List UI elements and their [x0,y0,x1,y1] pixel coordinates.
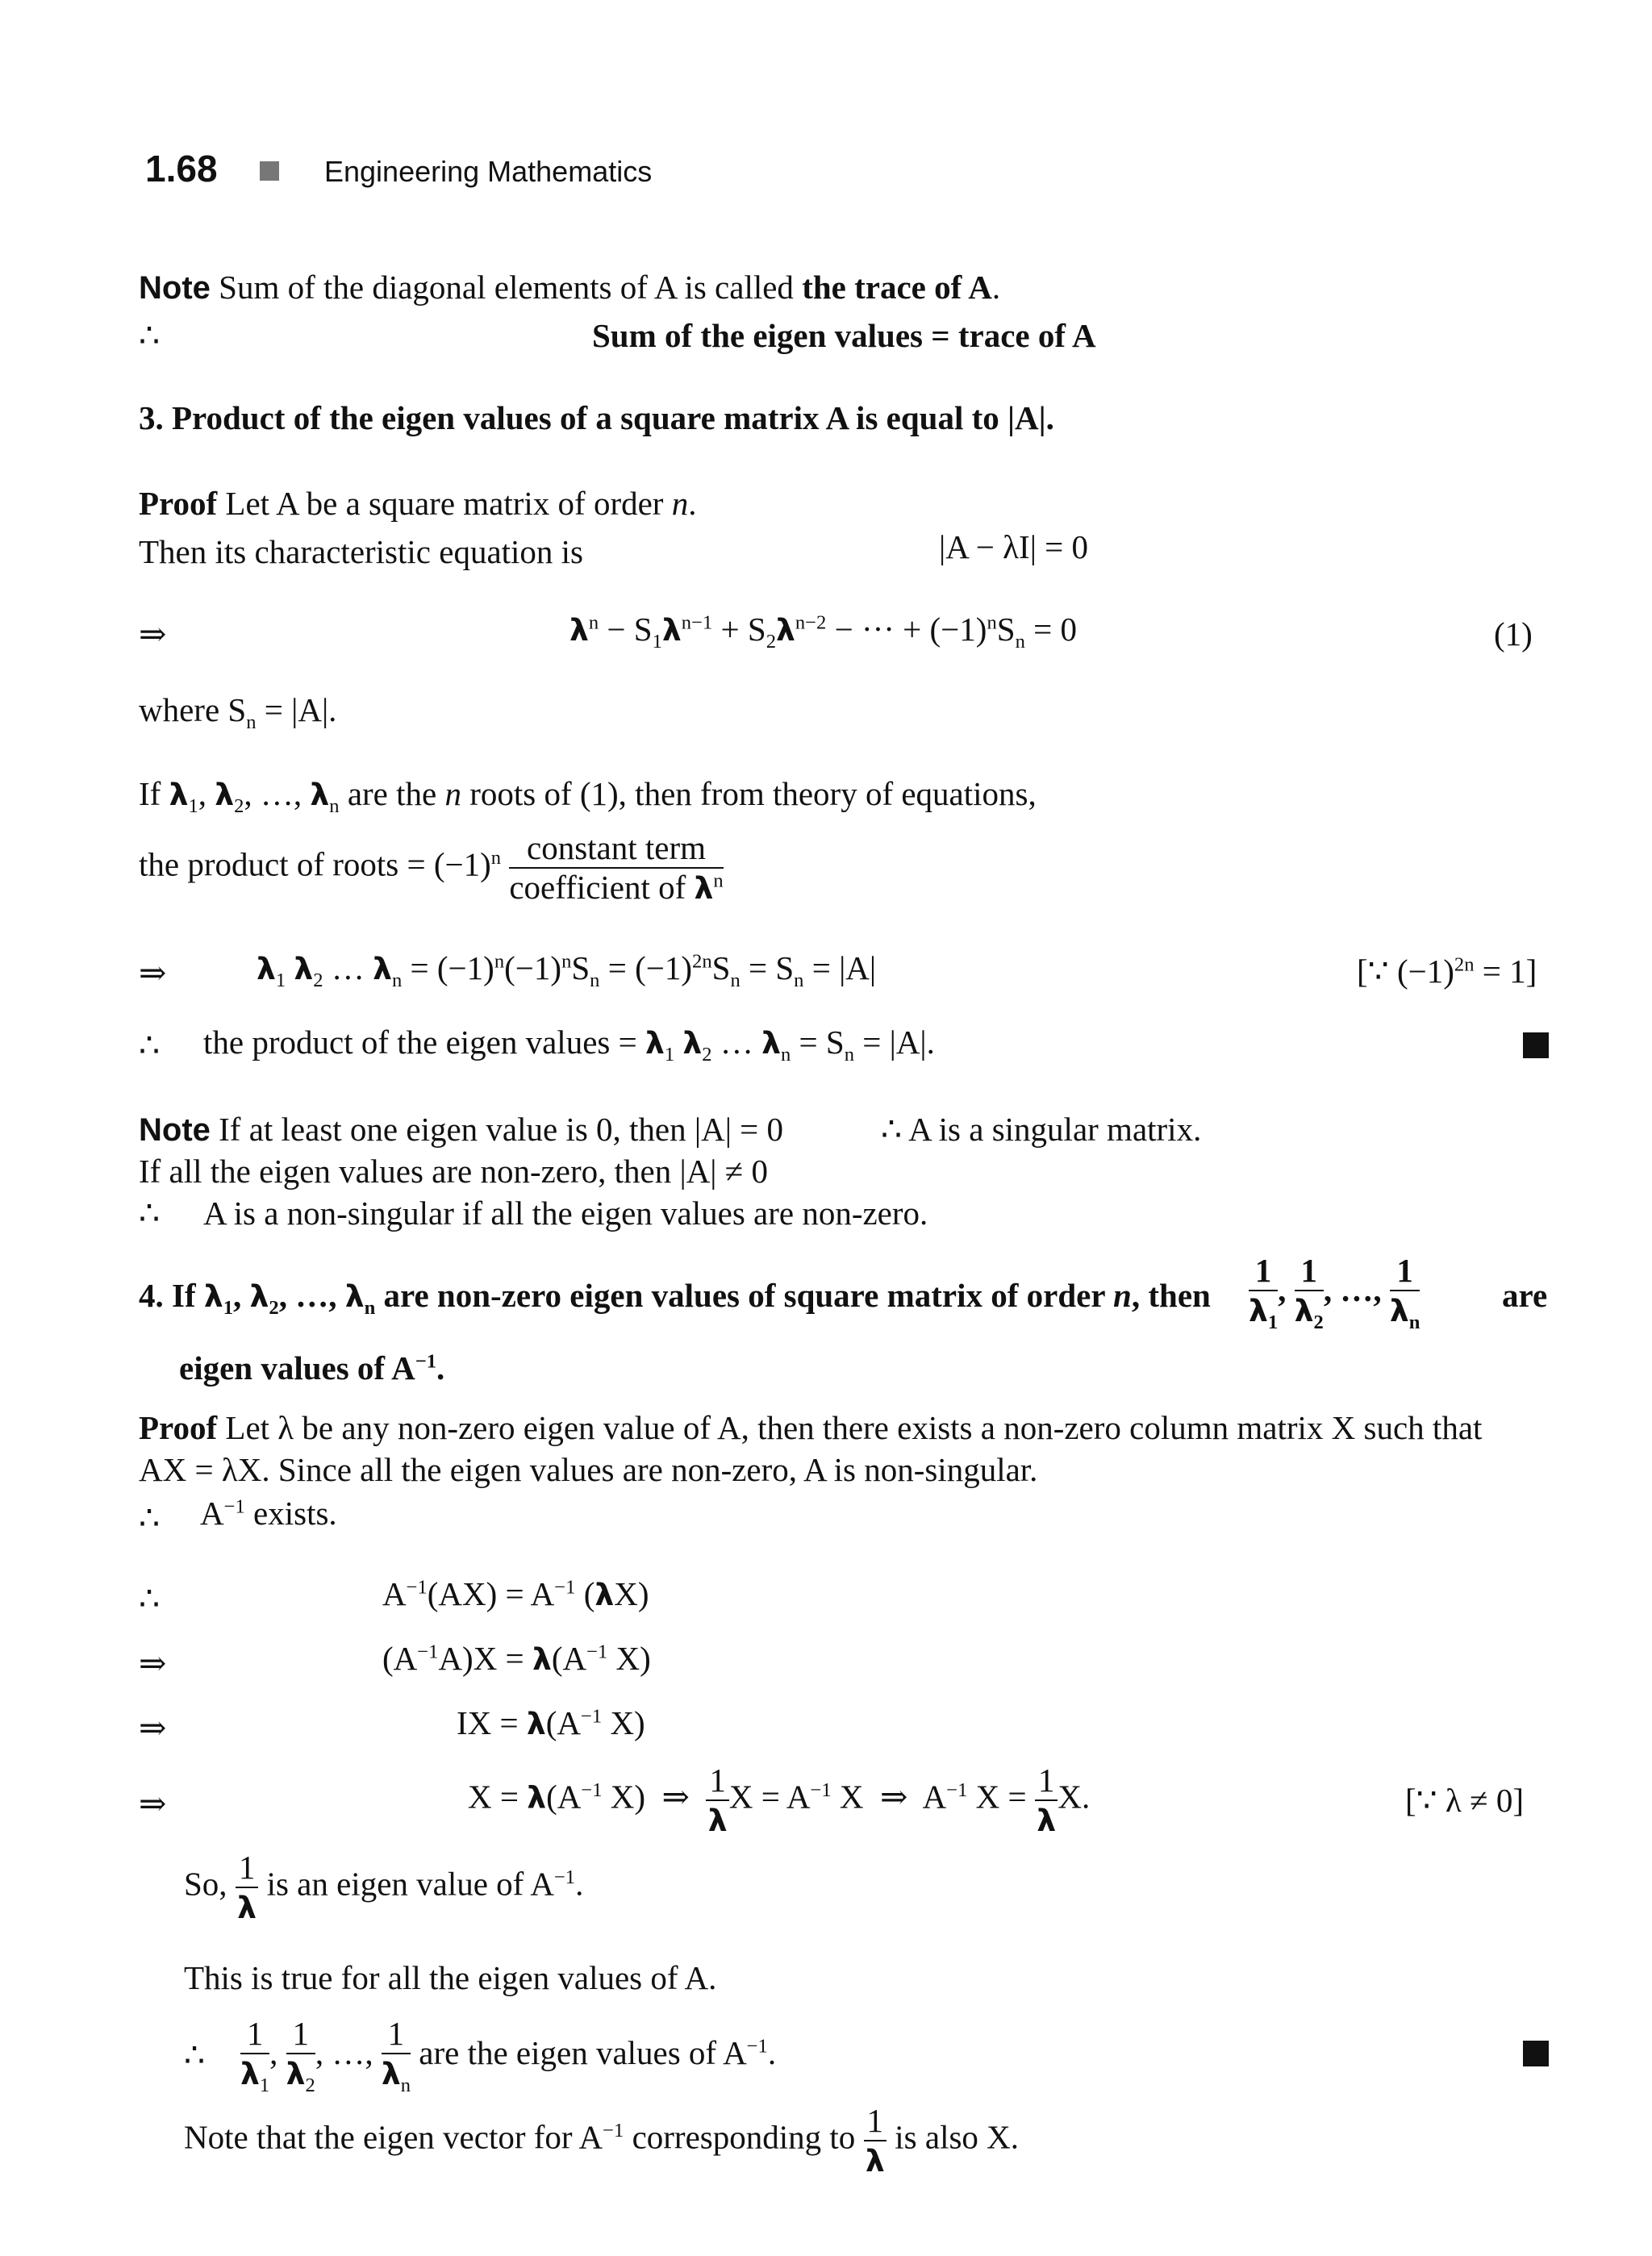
note2-line2: If all the eigen values are non-zero, then |A| ≠ 0 [139,1153,769,1190]
product-derivation: $\lambda_1$ $\lambda_2$ … $\lambda_n = (-1)^n(-1)^nS_n = (-1)^{2n}S_n = S_n = |A|$ [257,949,877,992]
roots-line: If $\lambda_1$, $\lambda_2$, …, $\lambda_n$ are the n roots of (1), then from theory of equations, [139,775,1037,818]
step-2: $(A^{-1}A)X = \lambda(A^{-1}$ X) [382,1640,651,1677]
proof4-label: Proof [139,1409,218,1446]
char-eq-text: Then its characteristic equation is [139,533,584,570]
implies-1: ⇒ [139,615,167,653]
step-1: $A^{-1}(AX) = A^{-1}$ (λX) [382,1575,649,1612]
prop4-then: , then [1131,1277,1211,1314]
implies-5: ⇒ [139,1785,167,1822]
proof-label: Proof [139,485,218,522]
note-trace [139,268,1000,306]
running-title: Engineering Mathematics [324,155,653,188]
so-text2: is an eigen value of A [266,1865,554,1903]
therefore-3: ∴ [139,1195,161,1232]
because-open: [∵ (−1) [1357,953,1454,990]
char-eq: |A − λI| = 0 [939,528,1089,565]
are-text: are the eigen values of A [419,2033,747,2071]
implies-2: ⇒ [139,954,167,991]
qed-icon-2 [1523,2041,1549,2066]
eq-number-1: (1) [1494,615,1533,653]
prop4-proof-line2: AX = λX. Since all the eigen values are non-zero, A is non-singular. [139,1451,1038,1488]
roots-rest: roots of (1), then from theory of equations, [469,775,1037,812]
conclusion-text: the product of the eigen values [203,1024,611,1061]
qed-icon [1523,1032,1549,1058]
roots-fraction: $\frac{\text{constant term}}{coefficient of \lambda^n}$ [509,829,724,907]
note2-singular: ∴ A is a singular matrix. [881,1111,1202,1148]
frac-den: coefficient of [509,869,686,907]
because-lambda: [∵ λ ≠ 0] [1405,1782,1525,1819]
note2-line3: A is a non-singular if all the eigen values are non-zero. [203,1195,928,1232]
prop3-proof-line1: Proof Let A be a square matrix of order n. [139,485,697,522]
note-bold: the trace of A [802,269,992,306]
so-text: So, [184,1865,227,1903]
prop4-are: are [1502,1277,1548,1314]
frac-num: constant term [509,831,723,869]
note2-text1: If at least one eigen value is 0, then |A| = 0 [219,1111,784,1148]
because-note: [∵ $(-1)^{2n} = 1$] [1357,953,1537,990]
therefore-6: ∴ [184,2037,206,2074]
prop4-proof-line1 [139,1408,1482,1447]
recip-conclusion: $\frac{1}{\lambda_1}$ , $\frac{1}{\lambda_2}$ , …, $\frac{1}{\lambda_n}$ are the eigen values of $A^{-1}$. [240,2015,777,2097]
roots-are: are the [347,775,437,812]
product-conclusion: the product of the eigen values = $\lambda_1$ $\lambda_2$ … $\lambda_n = S_n = |A|$. [203,1024,935,1066]
therefore-2: ∴ [139,1027,161,1064]
prop4-if: 4. If [139,1277,196,1314]
true-line: This is true for all the eigen values of A. [184,1959,717,1996]
note2-line1 [139,1110,783,1149]
therefore-5: ∴ [139,1580,161,1617]
proof4-text1: Let λ be any non-zero eigen value of A, then there exists a non-zero column matrix X such that [225,1409,1483,1446]
roots-if: If [139,775,161,812]
prop4-recip-list: $\frac{1}{\lambda_1}$ , $\frac{1}{\lambda_2}$ , …, $\frac{1}{\lambda_n}$ [1249,1252,1420,1334]
therefore-4: ∴ [139,1499,161,1537]
prop3-heading: 3. Product of the eigen values of a square matrix A is equal to |A|. [139,399,1054,436]
implies-4: ⇒ [139,1709,167,1746]
header-square-icon [260,161,279,181]
product-text: the product of roots [139,845,399,883]
exists-text: exists. [253,1495,337,1532]
note-text: Sum of the diagonal elements of A is called [219,269,803,306]
note2-label: Note [139,1112,211,1148]
proof-text: Let A be a square matrix of order [225,485,672,522]
note-text-a: Note that the eigen vector for A [184,2118,603,2156]
product-of-roots: the product of roots = $(-1)^n$ $\frac{\text{constant term}}{coefficient of \lambda^n}$ [139,829,724,907]
therefore-symbol: ∴ [139,317,161,354]
note-label: Note [139,270,211,306]
sn-eq: = |A|. [264,691,337,728]
trace-result: Sum of the eigen values = trace of A [592,317,1096,354]
note-end: . [991,269,1001,306]
step-4: $X = \lambda(A^{-1}$ X) ⇒ $\frac{1}{\lambda}$ $X = A^{-1}$ X ⇒ $A^{-1}$ X = $\frac{1}{\lambda}$ X. [468,1762,1091,1839]
where-sn: where $S_n = |A|$. [139,691,337,734]
prop4-mid: are non-zero eigen values of square matrix of order [383,1277,1105,1314]
note-text-b: corresponding to [632,2118,856,2156]
note-text-c: is also X. [895,2118,1020,2156]
order-n: n [671,485,689,522]
so-line: So, $\frac{1}{\lambda}$ is an eigen value of $A^{-1}$. [184,1849,584,1926]
char-poly-eq: $\lambda^n - S_1\lambda^{n-1} + S_2\lambda^{n-2}$ − ··· + $(-1)^nS_n = 0$ [569,611,1077,653]
prop4-heading: 4. If $\lambda_1$, $\lambda_2$, …, $\lambda_n$ are non-zero eigen values of square matrix of order n, then [139,1277,1211,1320]
page-number: 1.68 [145,148,218,190]
eigenvector-note: Note that the eigen vector for $A^{-1}$ corresponding to $\frac{1}{\lambda}$ is also X. [184,2102,1020,2179]
inverse-exists: $A^{-1}$ exists. [200,1495,337,1532]
prop4-eigen-inv: eigen values of A [179,1349,415,1387]
prop4-heading-line2: eigen values of $A^{-1}$. [179,1349,445,1387]
because-close: = 1] [1474,953,1537,990]
where-text: where [139,691,220,728]
step-3: IX = $\lambda(A^{-1}$ X) [457,1704,645,1741]
implies-3: ⇒ [139,1645,167,1682]
